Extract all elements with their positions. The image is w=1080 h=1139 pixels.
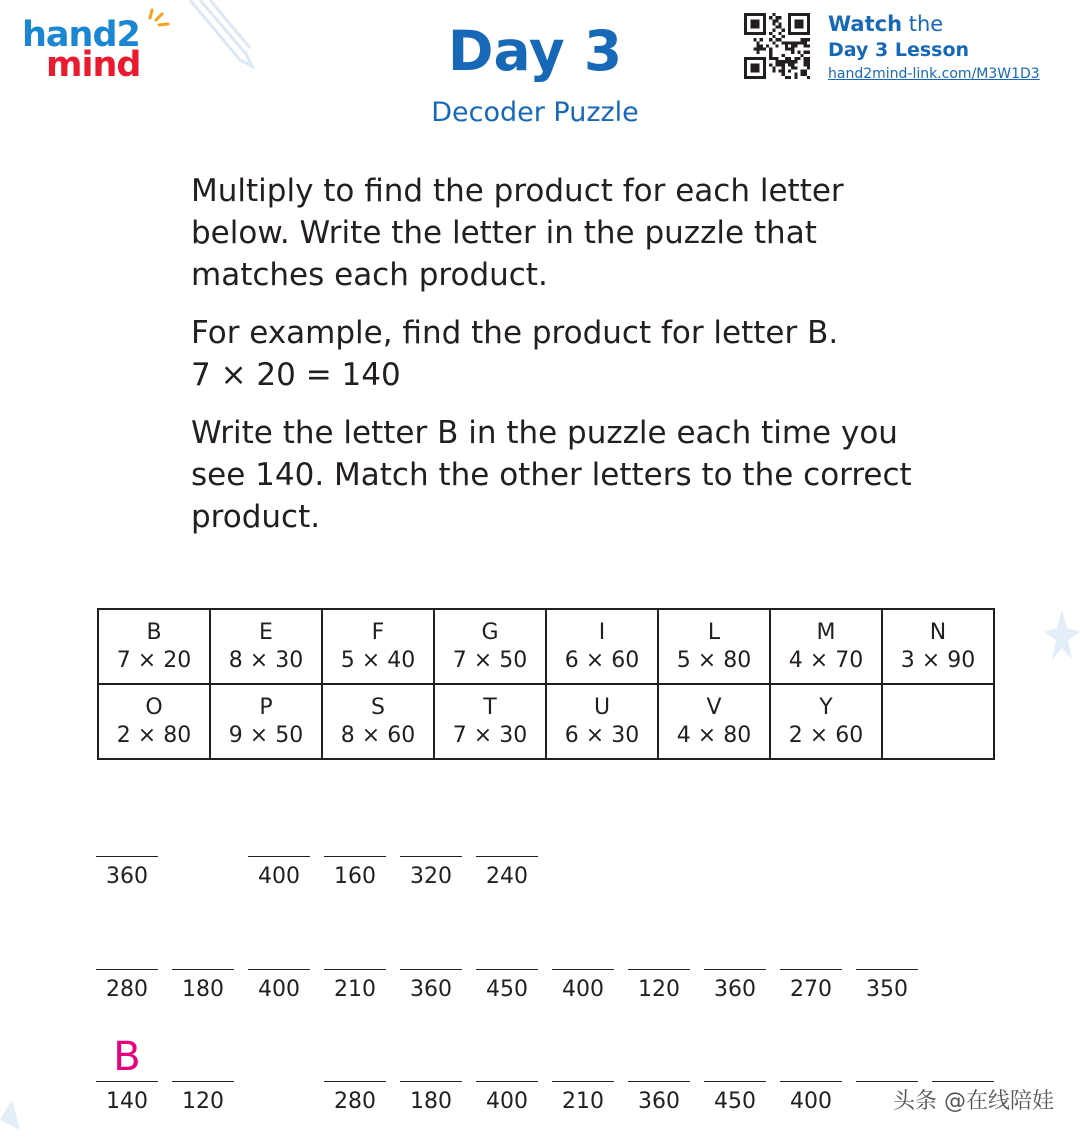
answer-line: [628, 969, 690, 970]
puzzle-blank[interactable]: [172, 1057, 234, 1117]
page-title: Day 3: [447, 19, 623, 83]
puzzle-blank[interactable]: [400, 832, 462, 892]
product-number: 240: [486, 864, 528, 889]
product-number: 160: [334, 864, 376, 889]
code-cell: [322, 609, 434, 684]
puzzle-blank[interactable]: [324, 1057, 386, 1117]
puzzle-space: [248, 1057, 310, 1117]
answer-line: [324, 1081, 386, 1082]
code-cell: [210, 684, 322, 759]
code-cell: [658, 609, 770, 684]
pencil-decoration: [180, 0, 270, 80]
page-subtitle: Decoder Puzzle: [431, 97, 639, 128]
answer-line: [552, 969, 614, 970]
puzzle-blank[interactable]: [628, 945, 690, 1005]
answer-line: [704, 1081, 766, 1082]
example-line: For example, find the product for letter B.: [191, 315, 839, 351]
code-expression: 2 × 80: [116, 722, 192, 748]
answer-line: [96, 969, 158, 970]
code-row: [98, 684, 994, 759]
puzzle-blank[interactable]: [324, 832, 386, 892]
puzzle-blank[interactable]: [552, 1057, 614, 1117]
lesson-link[interactable]: hand2mind-link.com/M3W1D3: [828, 66, 1040, 82]
product-number: 360: [714, 977, 756, 1002]
answer-line: [96, 1081, 158, 1082]
logo-line-2: mind: [46, 45, 141, 85]
code-letter: E: [259, 619, 273, 645]
puzzle-blank[interactable]: [96, 945, 158, 1005]
answer-line: [172, 969, 234, 970]
watch-lesson-box: [828, 11, 1040, 85]
code-expression: 7 × 50: [452, 647, 528, 673]
puzzle-blank[interactable]: [400, 1057, 462, 1117]
puzzle-blank[interactable]: [476, 1057, 538, 1117]
puzzle-row-3: [96, 1034, 996, 1117]
code-cell: [434, 609, 546, 684]
code-expression: 4 × 80: [676, 722, 752, 748]
answer-line: [324, 969, 386, 970]
answer-line: [476, 1081, 538, 1082]
example-answer-letter: B: [113, 1034, 141, 1080]
puzzle-blank[interactable]: [552, 945, 614, 1005]
code-letter: T: [483, 694, 497, 720]
code-cell: [546, 684, 658, 759]
star-decoration: [0, 1100, 20, 1139]
answer-line: [780, 1081, 842, 1082]
puzzle-blank[interactable]: [400, 945, 462, 1005]
instruction-paragraph: Multiply to find the product for each letter below. Write the letter in the puzzle that matches each product.: [191, 173, 844, 293]
code-expression: 5 × 40: [340, 647, 416, 673]
code-letter: V: [706, 694, 722, 720]
puzzle-blank[interactable]: [476, 832, 538, 892]
puzzle-blank[interactable]: [324, 945, 386, 1005]
code-letter: L: [707, 619, 721, 645]
code-cell: [546, 609, 658, 684]
hand2mind-logo: [22, 8, 172, 88]
puzzle-blank[interactable]: [248, 832, 310, 892]
code-expression: 8 × 60: [340, 722, 416, 748]
code-letter: N: [929, 619, 947, 645]
product-number: 400: [486, 1089, 528, 1114]
product-number: 180: [182, 977, 224, 1002]
code-expression: 7 × 30: [452, 722, 528, 748]
code-expression: 5 × 80: [676, 647, 752, 673]
answer-line: [552, 1081, 614, 1082]
answer-line: [248, 856, 310, 857]
puzzle-blank[interactable]: [856, 945, 918, 1005]
code-letter: M: [816, 619, 836, 645]
product-number: 320: [410, 864, 452, 889]
code-cell: [210, 609, 322, 684]
product-number: 360: [410, 977, 452, 1002]
code-cell: [882, 609, 994, 684]
product-number: 280: [334, 1089, 376, 1114]
code-cell: [322, 684, 434, 759]
code-cell: [98, 684, 210, 759]
product-number: 180: [410, 1089, 452, 1114]
answer-line: [172, 1081, 234, 1082]
code-letter: B: [146, 619, 162, 645]
product-number: 120: [638, 977, 680, 1002]
puzzle-space: [172, 832, 234, 892]
watch-word: Watch: [828, 12, 903, 36]
puzzle-blank[interactable]: [780, 1057, 842, 1117]
code-expression: 3 × 90: [900, 647, 976, 673]
product-number: 210: [334, 977, 376, 1002]
code-row: [98, 609, 994, 684]
answer-line: [780, 969, 842, 970]
answer-line: [628, 1081, 690, 1082]
code-letter: O: [145, 694, 163, 720]
puzzle-blank[interactable]: [96, 1034, 158, 1117]
answer-line: [856, 969, 918, 970]
code-cell: [658, 684, 770, 759]
code-expression: 8 × 30: [228, 647, 304, 673]
product-number: 360: [106, 864, 148, 889]
lesson-name: Day 3 Lesson: [828, 39, 970, 61]
answer-line: [400, 1081, 462, 1082]
product-number: 140: [106, 1089, 148, 1114]
product-number: 280: [106, 977, 148, 1002]
answer-line: [400, 856, 462, 857]
answer-line: [400, 969, 462, 970]
answer-line: [248, 969, 310, 970]
code-cell: [770, 609, 882, 684]
puzzle-blank[interactable]: [248, 945, 310, 1005]
logo-line-1: hand2: [22, 15, 140, 55]
code-expression: 2 × 60: [788, 722, 864, 748]
code-cell: [434, 684, 546, 759]
puzzle-blank[interactable]: [628, 1057, 690, 1117]
puzzle-blank[interactable]: [704, 1057, 766, 1117]
letter-code-table: [97, 608, 995, 760]
product-number: 400: [258, 977, 300, 1002]
answer-line: [704, 969, 766, 970]
instruction-paragraph: Write the letter B in the puzzle each time you see 140. Match the other letters to the correct product.: [191, 415, 912, 535]
product-number: 400: [790, 1089, 832, 1114]
product-number: 350: [866, 977, 908, 1002]
spark-icon: [134, 8, 174, 34]
code-expression: 9 × 50: [228, 722, 304, 748]
puzzle-blank[interactable]: [96, 832, 158, 892]
product-number: 210: [562, 1089, 604, 1114]
puzzle-blank[interactable]: [704, 945, 766, 1005]
code-expression: 6 × 60: [564, 647, 640, 673]
product-number: 270: [790, 977, 832, 1002]
product-number: 360: [638, 1089, 680, 1114]
product-number: 400: [258, 864, 300, 889]
answer-line: [476, 969, 538, 970]
code-expression: 4 × 70: [788, 647, 864, 673]
code-expression: 7 × 20: [116, 647, 192, 673]
answer-line: [324, 856, 386, 857]
puzzle-row-1: [96, 832, 996, 892]
code-letter: P: [259, 694, 273, 720]
example-equation: 7 × 20 = 140: [191, 357, 401, 393]
puzzle-blank[interactable]: [476, 945, 538, 1005]
code-letter: S: [371, 694, 385, 720]
answer-line: [476, 856, 538, 857]
qr-code-icon[interactable]: [744, 13, 810, 79]
puzzle-blank[interactable]: [780, 945, 842, 1005]
instructions: [191, 170, 931, 554]
product-number: 120: [182, 1089, 224, 1114]
code-cell: [98, 609, 210, 684]
puzzle-blank[interactable]: [172, 945, 234, 1005]
product-number: 400: [562, 977, 604, 1002]
the-word: the: [908, 12, 944, 36]
code-letter: Y: [819, 694, 833, 720]
code-cell-empty: [882, 684, 994, 759]
code-letter: U: [593, 694, 611, 720]
code-expression: 6 × 30: [564, 722, 640, 748]
answer-line: [96, 856, 158, 857]
code-letter: I: [598, 619, 606, 645]
watermark: 头条 @在线陪娃: [887, 1082, 1060, 1117]
watch-line: [828, 11, 1040, 37]
product-number: 450: [714, 1089, 756, 1114]
code-cell: [770, 684, 882, 759]
star-decoration: [1044, 610, 1080, 660]
product-number: 450: [486, 977, 528, 1002]
code-letter: G: [481, 619, 499, 645]
code-letter: F: [371, 619, 385, 645]
puzzle-row-2: [96, 945, 996, 1005]
